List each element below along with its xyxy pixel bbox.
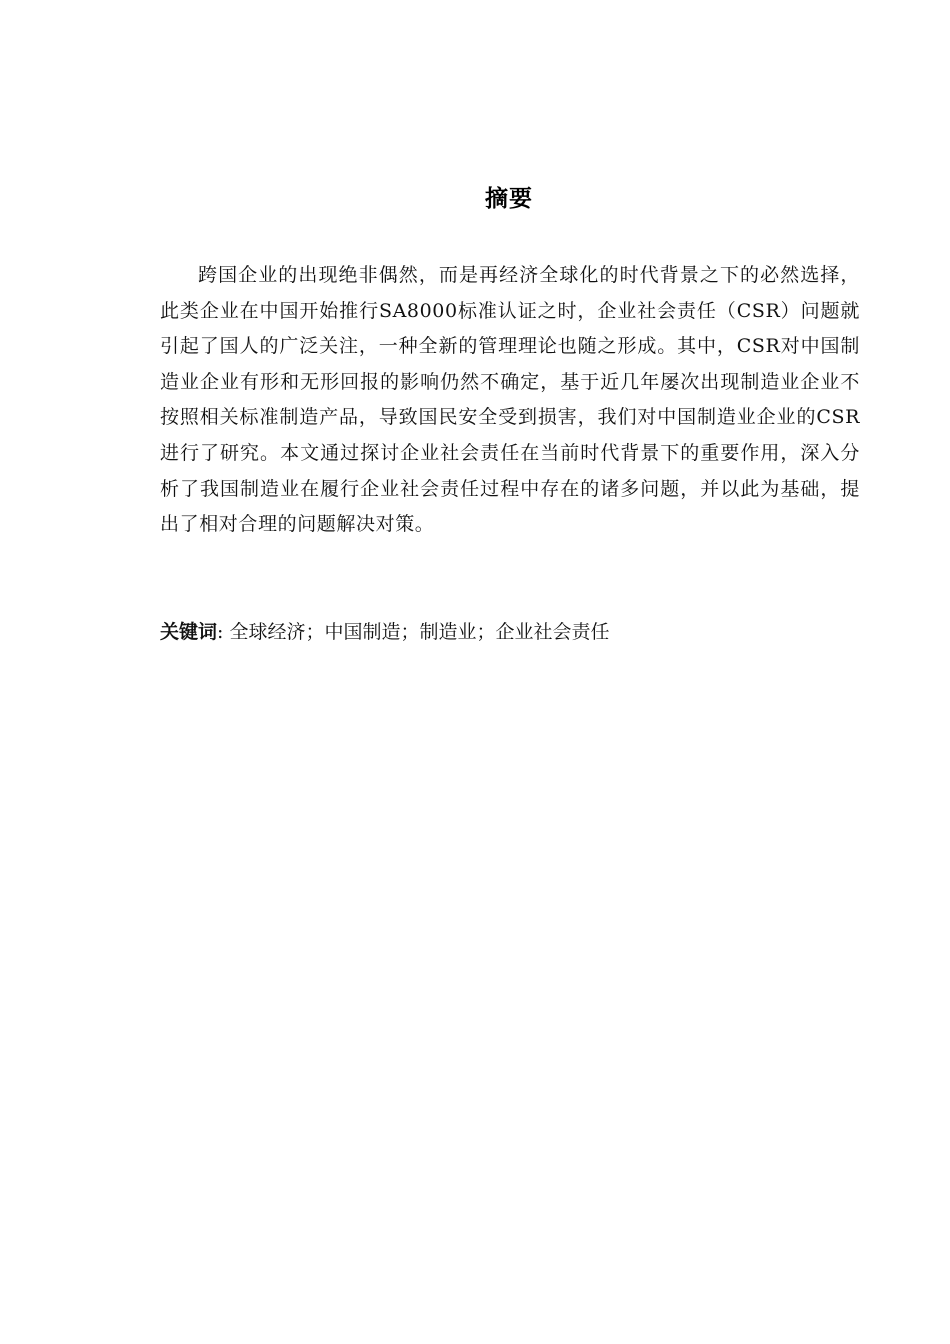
keywords-list: 全球经济；中国制造；制造业；企业社会责任 xyxy=(229,621,610,643)
page-title: 摘要 xyxy=(485,186,533,212)
keywords-label: 关键词 xyxy=(160,621,218,643)
keywords-separator: : xyxy=(217,621,230,643)
keywords-line xyxy=(160,617,860,647)
abstract-paragraph: 跨国企业的出现绝非偶然，而是再经济全球化的时代背景之下的必然选择，此类企业在中国开始推行SA8000标准认证之时，企业社会责任（CSR）问题就引起了国人的广泛关注，一种全新的管理理论也随之形成。其中，CSR对中国制造业企业有形和无形回报的影响仍然不确定，基于近几年屡次出现制造业企业不按照相关标准制造产品，导致国民安全受到损害，我们对中国制造业企业的CSR进行了研究。本文通过探讨企业社会责任在当前时代背景下的重要作用，深入分析了我国制造业在履行企业社会责任过程中存在的诸多问题，并以此为基础，提出了相对合理的问题解决对策。 xyxy=(160,264,860,536)
